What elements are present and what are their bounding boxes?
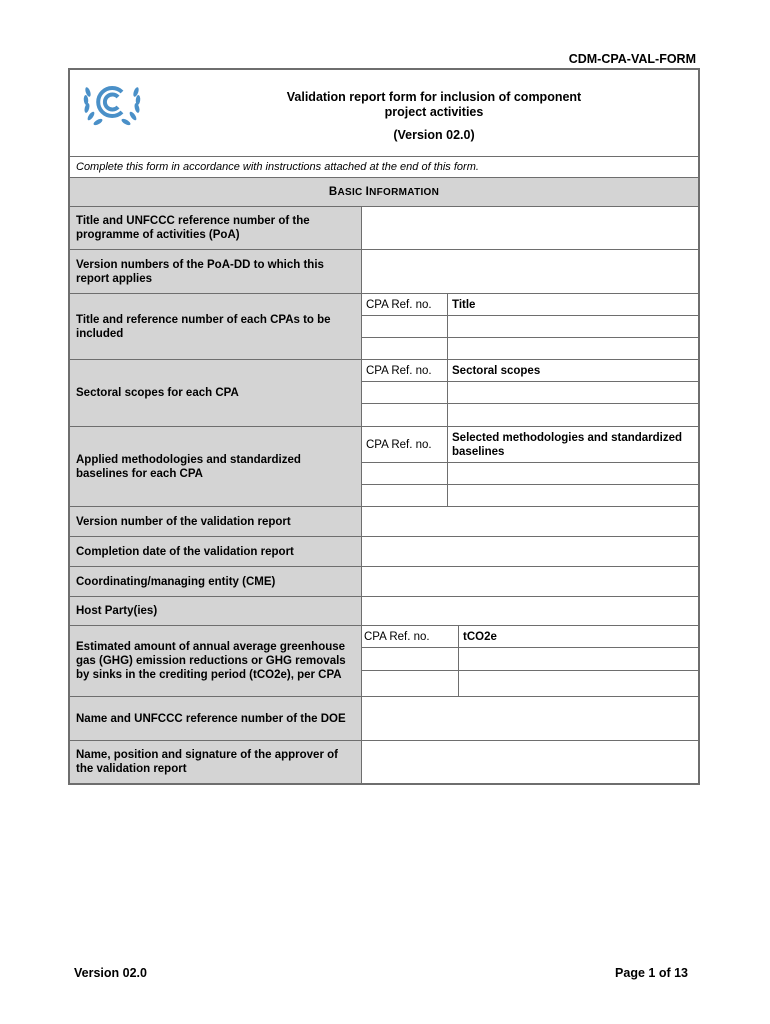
row-emission-reductions (70, 626, 698, 697)
row-poa-title (70, 207, 698, 250)
cell-cpa-ref[interactable] (362, 404, 448, 426)
row-poa-dd-version (70, 250, 698, 294)
table-emission-reductions (362, 626, 698, 696)
footer-page-number: Page 1 of 13 (615, 966, 688, 980)
cell-tco2e[interactable] (459, 671, 698, 696)
cell-cpa-ref[interactable] (362, 338, 448, 359)
row-sectoral-scopes (70, 360, 698, 427)
form-title (190, 90, 678, 143)
header-cpa-ref: CPA Ref. no. (362, 294, 448, 315)
label-poa-dd-version: Version numbers of the PoA-DD to which this report applies (70, 250, 362, 293)
row-cme (70, 567, 698, 597)
header-title: Title (452, 298, 476, 311)
row-approver (70, 741, 698, 785)
field-host-party[interactable] (362, 597, 698, 625)
cell-sectoral-scope[interactable] (448, 404, 698, 426)
label-completion-date: Completion date of the validation report (70, 537, 362, 566)
unfccc-logo-icon (80, 78, 144, 128)
table-methodologies (362, 427, 698, 506)
section-heading-basic-information: BASIC INFORMATION (70, 178, 698, 207)
footer-version: Version 02.0 (74, 966, 147, 980)
table-sectoral-scopes (362, 360, 698, 426)
title-line-2: project activities (384, 105, 484, 119)
cell-cpa-ref[interactable] (362, 485, 448, 506)
cell-cpa-ref[interactable] (362, 463, 448, 484)
header-cpa-ref: CPA Ref. no. (362, 626, 459, 647)
cell-cpa-ref[interactable] (362, 316, 448, 337)
field-poa-title[interactable] (362, 207, 698, 249)
header-sectoral-scopes: Sectoral scopes (452, 364, 541, 377)
cell-title[interactable] (448, 338, 698, 359)
cell-tco2e[interactable] (459, 648, 698, 670)
label-cme: Coordinating/managing entity (CME) (70, 567, 362, 596)
validation-form (68, 68, 700, 785)
cell-sectoral-scope[interactable] (448, 382, 698, 403)
row-completion-date (70, 537, 698, 567)
row-report-version (70, 507, 698, 537)
cell-title[interactable] (448, 316, 698, 337)
form-code: CDM-CPA-VAL-FORM (568, 52, 696, 66)
label-poa-title: Title and UNFCCC reference number of the programme of activities (PoA) (70, 207, 362, 249)
label-methodologies: Applied methodologies and standardized baselines for each CPA (70, 427, 362, 506)
label-approver: Name, position and signature of the approver of the validation report (70, 741, 362, 783)
cell-cpa-ref[interactable] (362, 648, 459, 670)
label-sectoral-scopes: Sectoral scopes for each CPA (70, 360, 362, 426)
instructions-text: Complete this form in accordance with instructions attached at the end of this form. (70, 157, 698, 178)
label-host-party: Host Party(ies) (70, 597, 362, 625)
header-cpa-ref: CPA Ref. no. (362, 427, 448, 462)
row-host-party (70, 597, 698, 626)
cell-methodology[interactable] (448, 485, 698, 506)
title-line-1: Validation report form for inclusion of component (286, 90, 582, 104)
table-cpa-titles (362, 294, 698, 359)
label-report-version: Version number of the validation report (70, 507, 362, 536)
header-selected-methodologies: Selected methodologies and standardized baselines (452, 431, 683, 458)
form-version: (Version 02.0) (393, 128, 475, 142)
row-cpa-titles (70, 294, 698, 360)
label-cpa-titles: Title and reference number of each CPAs to be included (70, 294, 362, 359)
field-completion-date[interactable] (362, 537, 698, 566)
cell-cpa-ref[interactable] (362, 382, 448, 403)
label-emission-reductions: Estimated amount of annual average greenhouse gas (GHG) emission reductions or GHG removals by sinks in the crediting period (tCO2e), per CPA (70, 626, 362, 696)
header-cpa-ref: CPA Ref. no. (362, 360, 448, 381)
field-doe[interactable] (362, 697, 698, 740)
cell-cpa-ref[interactable] (362, 671, 459, 696)
field-poa-dd-version[interactable] (362, 250, 698, 293)
field-report-version[interactable] (362, 507, 698, 536)
header-tco2e: tCO2e (463, 630, 497, 643)
row-doe (70, 697, 698, 741)
row-methodologies (70, 427, 698, 507)
label-doe: Name and UNFCCC reference number of the DOE (70, 697, 362, 740)
form-header (70, 70, 698, 157)
field-cme[interactable] (362, 567, 698, 596)
field-approver[interactable] (362, 741, 698, 783)
cell-methodology[interactable] (448, 463, 698, 484)
